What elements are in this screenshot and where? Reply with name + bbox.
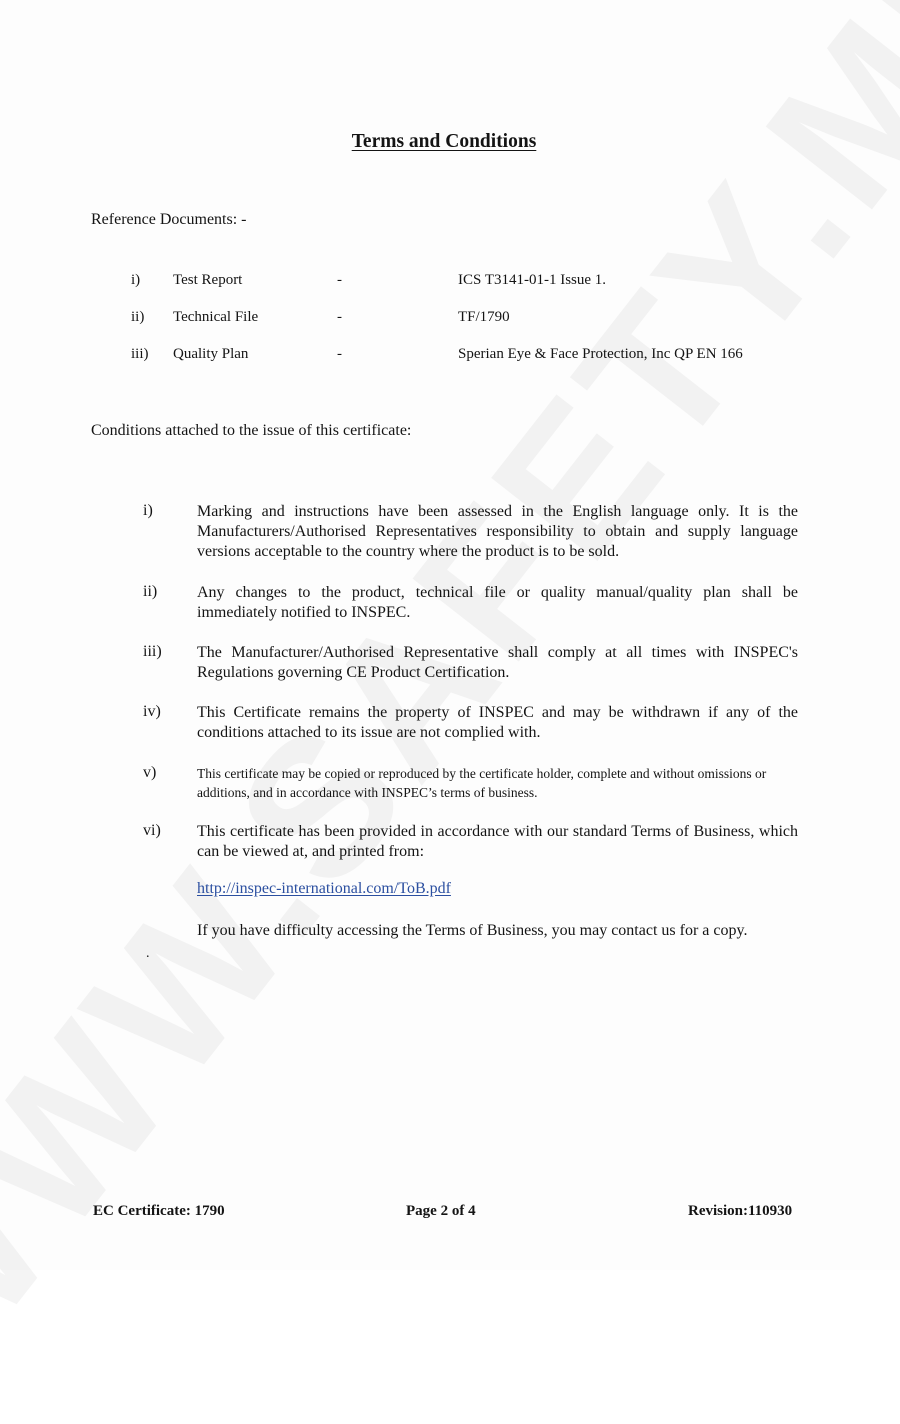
reference-value: TF/1790 <box>458 309 510 325</box>
condition-text: This certificate may be copied or reproduced by the certificate holder, complete and without omissions or additions, and in accordance with INSPEC’s terms of business. <box>197 766 767 800</box>
condition-number: i) <box>143 502 153 519</box>
reference-name: Technical File <box>173 309 259 325</box>
condition-text: The Manufacturer/Authorised Representative shall comply at all times with INSPEC's Regulations governing CE Product Certification. <box>197 644 798 681</box>
reference-number: ii) <box>131 309 145 325</box>
footer-revision: Revision:110930 <box>688 1203 793 1219</box>
reference-dash: - <box>337 309 342 325</box>
condition-number: v) <box>143 764 157 781</box>
reference-name: Quality Plan <box>173 346 249 362</box>
reference-number: iii) <box>131 346 149 362</box>
condition-text: This Certificate remains the property of INSPEC and may be withdrawn if any of the conditions attached to its issue are not complied with. <box>197 704 798 741</box>
footer-certificate-number: EC Certificate: 1790 <box>93 1203 225 1219</box>
condition-number: iv) <box>143 703 161 720</box>
reference-row <box>0 272 900 292</box>
reference-documents-label: Reference Documents: - <box>91 211 247 228</box>
condition-text: This certificate has been provided in accordance with our standard Terms of Business, which can be viewed at, and printed from: <box>197 823 798 860</box>
terms-of-business-link[interactable]: http://inspec-international.com/ToB.pdf <box>197 880 451 897</box>
condition-text: Any changes to the product, technical file or quality manual/quality plan shall be immediately notified to INSPEC. <box>197 584 798 621</box>
reference-number: i) <box>131 272 141 288</box>
reference-name: Test Report <box>173 272 243 288</box>
reference-row <box>0 346 900 366</box>
footer-page-number: Page 2 of 4 <box>406 1203 476 1219</box>
condition-number: ii) <box>143 583 158 600</box>
reference-dash: - <box>337 272 342 288</box>
condition-number: vi) <box>143 822 161 839</box>
reference-value: Sperian Eye & Face Protection, Inc QP EN 166 <box>458 346 743 362</box>
conditions-label: Conditions attached to the issue of this certificate: <box>91 422 412 439</box>
terms-of-business-note: If you have difficulty accessing the Terms of Business, you may contact us for a copy. <box>197 922 748 939</box>
condition-number: iii) <box>143 643 162 660</box>
page-title: Terms and Conditions <box>351 131 537 152</box>
reference-value: ICS T3141-01-1 Issue 1. <box>458 272 607 288</box>
reference-dash: - <box>337 346 342 362</box>
stray-mark: . <box>146 946 150 961</box>
condition-text: Marking and instructions have been assessed in the English language only. It is the Manufacturers/Authorised Representatives responsibility to obtain and supply language versions acceptable to the country where the product is to be sold. <box>197 503 798 560</box>
reference-row <box>0 309 900 329</box>
